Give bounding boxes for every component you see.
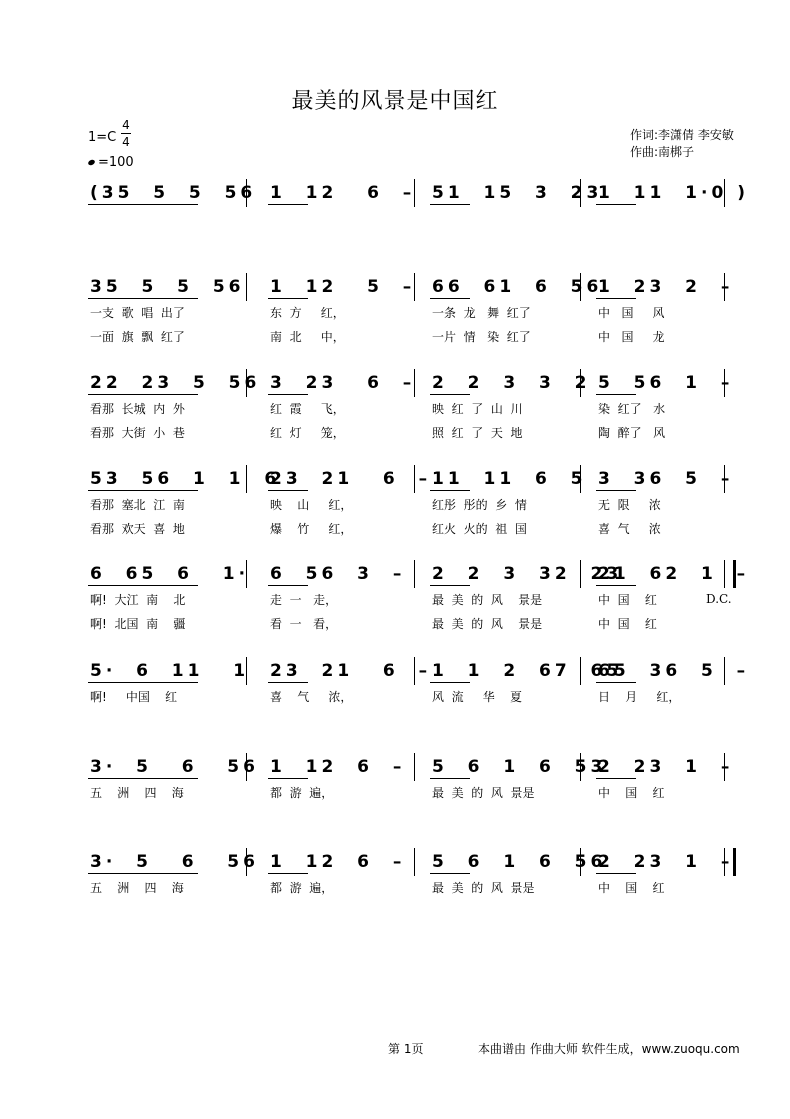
lyric-line: 中 国 红: [598, 881, 665, 895]
measure-notes: 21 62 1 –: [598, 564, 750, 584]
time-top: 4: [122, 118, 130, 132]
measure-notes: 11 11 6 5: [432, 469, 587, 489]
measure-notes: 22 23 5 56: [90, 373, 261, 393]
time-signature: [121, 118, 131, 149]
measure-notes: 3· 5 6 56: [90, 852, 259, 872]
beam-line: [430, 682, 470, 683]
lyric-line: 陶 醉了 风: [598, 426, 666, 440]
footer-generator: 本曲谱由 作曲大师 软件生成，www.zuoqu.com: [478, 1042, 740, 1056]
page-title: 最美的风景是中国红: [291, 89, 499, 114]
lyric-line: 看那 塞北 江 南: [90, 498, 185, 512]
beam-line: [596, 490, 636, 491]
beam-line: [430, 585, 470, 586]
beam-line: [430, 394, 470, 395]
measure-notes: 5 6 1 6 53: [432, 757, 607, 777]
measure-notes: 1 11 1·0 ): [598, 183, 749, 203]
beam-line: [596, 204, 636, 205]
measure-notes: 1 12 6 –: [270, 757, 406, 777]
beam-line: [430, 490, 470, 491]
measure-notes: 1 12 6 –: [270, 852, 406, 872]
barline: [414, 848, 415, 876]
tempo-value: =100: [98, 155, 134, 170]
measure-notes: 3· 5 6 56: [90, 757, 259, 777]
measure-notes: 5 56 1 –: [598, 373, 734, 393]
lyric-line: 中 国 红: [598, 617, 657, 631]
lyric-line: 五 洲 四 海: [90, 786, 184, 800]
beam-line: [268, 204, 308, 205]
lyric-line: 啊! 北国 南 疆: [90, 617, 186, 631]
measure-notes: 23 21 6 –: [270, 469, 432, 489]
lyric-line: 红 灯 笼，: [270, 426, 345, 440]
lyric-line: 红火 火的 祖 国: [432, 522, 527, 536]
beam-line: [596, 873, 636, 874]
quarter-note-icon: [87, 159, 95, 166]
lyric-line: 看那 大街 小 巷: [90, 426, 185, 440]
beam-line: [88, 204, 198, 205]
measure-notes: 66 61 6 56: [432, 277, 603, 297]
measure-notes: 5 6 1 6 56: [432, 852, 607, 872]
credits: [630, 127, 734, 161]
measure-notes: 1 12 5 –: [270, 277, 416, 297]
measure-notes: 2 23 1 –: [598, 852, 734, 872]
beam-line: [88, 778, 198, 779]
measure-notes: 1 23 2 –: [598, 277, 734, 297]
composer: 作曲:南梆子: [630, 145, 695, 159]
measure-notes: 35 5 5 56: [90, 277, 245, 297]
beam-line: [596, 682, 636, 683]
measure-notes: 6 65 6 1·: [90, 564, 250, 584]
lyric-line: 都 游 遍，: [270, 881, 334, 895]
beam-line: [430, 204, 470, 205]
beam-line: [430, 298, 470, 299]
lyric-line: 东 方 红，: [270, 306, 345, 320]
key-signature: 1=C: [88, 130, 117, 145]
lyric-line: 中 国 风: [598, 306, 665, 320]
beam-line: [268, 778, 308, 779]
measure-notes: 2 2 3 3 2: [432, 373, 591, 393]
lyric-line: 一支 歌 唱 出了: [90, 306, 185, 320]
measure-notes: 1 12 6 –: [270, 183, 416, 203]
measure-notes: 51 15 3 23: [432, 183, 603, 203]
lyric-line: 日 月 红，: [598, 690, 681, 704]
beam-line: [88, 585, 198, 586]
measure-notes: 1 1 2 67 65: [432, 661, 623, 681]
lyric-line: 爆 竹 红，: [270, 522, 353, 536]
lyric-line: 喜 气 浓: [598, 522, 661, 536]
measure-notes: 2 23 1 –: [598, 757, 734, 777]
lyric-line: 照 红 了 天 地: [432, 426, 523, 440]
measure-notes: 53 56 1 1 6: [90, 469, 281, 489]
lyricist: 作词:李潇倩 李安敏: [630, 128, 734, 142]
dc-mark: D.C.: [706, 592, 732, 606]
beam-line: [430, 778, 470, 779]
time-bottom: 4: [122, 135, 130, 149]
lyric-line: 中 国 红: [598, 593, 657, 607]
lyric-line: 中 国 红: [598, 786, 665, 800]
measure-notes: (35 5 5 56: [90, 183, 257, 203]
beam-line: [268, 873, 308, 874]
lyric-line: 一片 情 染 红了: [432, 330, 531, 344]
lyric-line: 最 美 的 风 景是: [432, 786, 535, 800]
beam-line: [88, 490, 198, 491]
lyric-line: 都 游 遍，: [270, 786, 334, 800]
lyric-line: 五 洲 四 海: [90, 881, 184, 895]
lyric-line: 南 北 中，: [270, 330, 345, 344]
measure-notes: 3 36 5 –: [598, 469, 734, 489]
lyric-line: 看那 欢天 喜 地: [90, 522, 185, 536]
barline: [246, 273, 247, 301]
measure-notes: 5· 6 11 1: [90, 661, 250, 681]
lyric-line: 风 流 华 夏: [432, 690, 522, 704]
lyric-line: 无 限 浓: [598, 498, 661, 512]
lyric-line: 染 红了 水: [598, 402, 666, 416]
lyric-line: 一条 龙 舞 红了: [432, 306, 531, 320]
beam-line: [88, 873, 198, 874]
barline: [414, 560, 415, 588]
lyric-line: 看那 长城 内 外: [90, 402, 185, 416]
lyric-line: 映 山 红，: [270, 498, 353, 512]
lyric-line: 最 美 的 风 景是: [432, 881, 535, 895]
beam-line: [596, 394, 636, 395]
lyric-line: 最 美 的 风 景是: [432, 593, 543, 607]
beam-line: [430, 873, 470, 874]
measure-notes: 23 21 6 –: [270, 661, 432, 681]
beam-line: [596, 778, 636, 779]
measure-notes: 65 36 5 –: [598, 661, 750, 681]
beam-line: [268, 490, 308, 491]
lyric-line: 啊! 中国 红: [90, 690, 178, 704]
lyric-line: 映 红 了 山 川: [432, 402, 523, 416]
barline: [414, 753, 415, 781]
tempo-mark: [88, 155, 134, 170]
final-barline: [733, 848, 736, 876]
beam-line: [268, 394, 308, 395]
lyric-line: 走 一 走，: [270, 593, 338, 607]
measure-notes: 2 2 3 32 23: [432, 564, 623, 584]
beam-line: [596, 585, 636, 586]
footer-page: 第 1页: [388, 1042, 424, 1056]
beam-line: [88, 298, 198, 299]
lyric-line: 一面 旗 飘 红了: [90, 330, 185, 344]
beam-line: [268, 682, 308, 683]
measure-notes: 6 56 3 –: [270, 564, 406, 584]
lyric-line: 红彤 彤的 乡 情: [432, 498, 527, 512]
lyric-line: 看 一 看，: [270, 617, 338, 631]
lyric-line: 中 国 龙: [598, 330, 665, 344]
lyric-line: 啊! 大江 南 北: [90, 593, 186, 607]
lyric-line: 红 霞 飞，: [270, 402, 345, 416]
measure-notes: 3 23 6 –: [270, 373, 416, 393]
beam-line: [88, 394, 198, 395]
lyric-line: 喜 气 浓，: [270, 690, 353, 704]
beam-line: [88, 682, 198, 683]
beam-line: [596, 298, 636, 299]
lyric-line: 最 美 的 风 景是: [432, 617, 543, 631]
beam-line: [268, 585, 308, 586]
beam-line: [268, 298, 308, 299]
